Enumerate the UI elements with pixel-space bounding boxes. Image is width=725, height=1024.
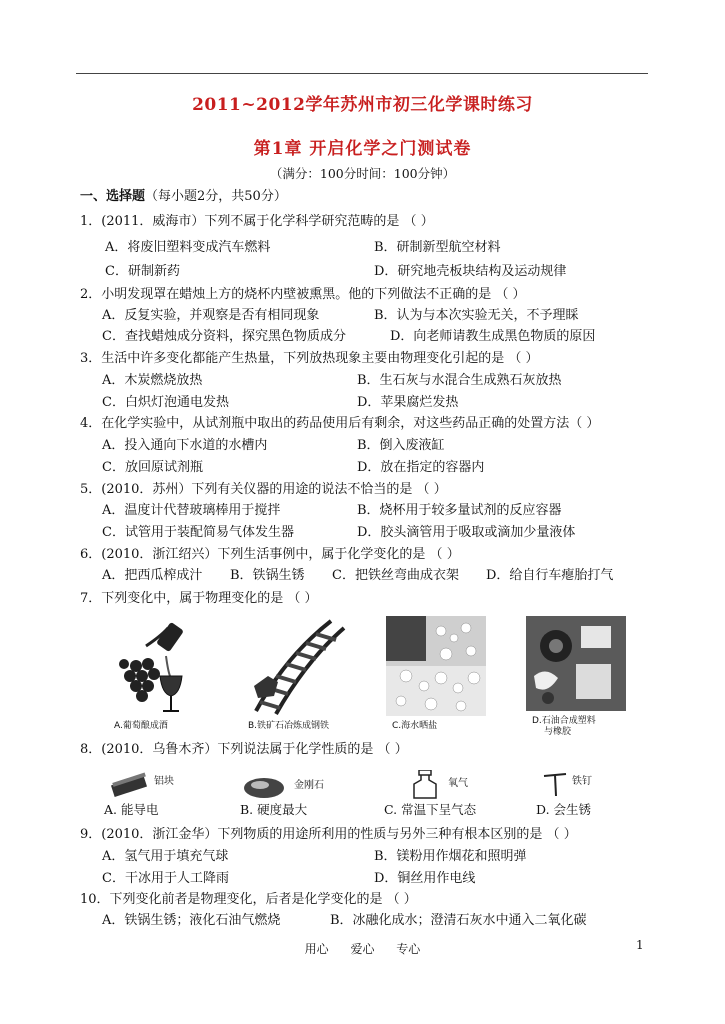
question-1-option-d: D．研究地壳板块结构及运动规律 — [374, 264, 567, 279]
question-6-option-c: C．把铁丝弯曲成衣架 — [332, 568, 459, 583]
question-6-stem: 6．(2010．浙江绍兴）下列生活事例中，属于化学变化的是 （ ） — [80, 547, 460, 562]
document-title: 2011~2012学年苏州市初三化学课时练习 — [192, 95, 533, 115]
iron-nail-tag: 铁钉 — [572, 776, 592, 787]
question-9-option-c: C．干冰用于人工降雨 — [102, 871, 229, 886]
q8-option-c: C. 常温下呈气态 — [384, 802, 477, 817]
page-number: 1 — [636, 938, 644, 952]
question-4-option-c: C．放回原试剂瓶 — [102, 460, 203, 475]
question-10-option-a: A．铁锅生锈；液化石油气燃烧 — [102, 913, 281, 928]
grape-wine-picture — [106, 616, 206, 716]
oxygen-tag: 氧气 — [448, 778, 468, 789]
question-7-figures — [96, 616, 656, 736]
iron-nail-icon — [536, 770, 576, 800]
question-3-option-d: D．苹果腐烂发热 — [357, 395, 459, 410]
diamond-item — [236, 770, 376, 820]
figure-a-caption: A.葡萄酿成酒 — [114, 721, 168, 731]
sea-salt-picture — [386, 616, 486, 716]
question-9-stem: 9．(2010．浙江金华）下列物质的用途所利用的性质与另外三种有根本区别的是 （ ） — [80, 827, 577, 842]
figure-petroleum-plastic — [526, 616, 626, 736]
question-8-items — [96, 770, 656, 820]
question-2-option-c: C．查找蜡烛成分资料，探究黑色物质成分 — [102, 329, 346, 344]
iron-rail-picture — [246, 616, 346, 716]
top-rule — [76, 73, 648, 74]
oxygen-item — [384, 770, 524, 820]
figure-iron-rail — [246, 616, 346, 736]
figure-d-caption-line2: 与橡胶 — [544, 727, 572, 737]
question-5-stem: 5．(2010．苏州）下列有关仪器的用途的说法不恰当的是 （ ） — [80, 482, 447, 497]
gas-bottle-icon — [410, 770, 440, 800]
q8-option-b: B. 硬度最大 — [240, 802, 308, 817]
figure-grape-wine — [106, 616, 206, 736]
section-note: （每小题2分，共50分） — [145, 189, 287, 204]
question-10-stem: 10．下列变化前者是物理变化，后者是化学变化的是 （ ） — [80, 892, 417, 907]
question-5-option-d: D．胶头滴管用于吸取或滴加少量液体 — [357, 525, 576, 540]
question-1-option-a: A．将废旧塑料变成汽车燃料 — [105, 240, 271, 255]
question-9-option-d: D．铜丝用作电线 — [374, 871, 476, 886]
aluminium-item — [96, 770, 226, 820]
question-9-option-a: A．氢气用于填充气球 — [102, 849, 229, 864]
question-5-option-a: A．温度计代替玻璃棒用于搅拌 — [102, 503, 281, 518]
question-4-stem: 4．在化学实验中，从试剂瓶中取出的药品使用后有剩余，对这些药品正确的处置方法（ ） — [80, 416, 600, 431]
aluminium-block-icon — [106, 772, 156, 802]
question-2-option-b: B．认为与本次实验无关，不予理睬 — [374, 308, 579, 323]
petroleum-plastic-picture — [526, 616, 626, 711]
question-3-option-b: B．生石灰与水混合生成熟石灰放热 — [357, 373, 562, 388]
section-title: 一、选择题 — [80, 189, 146, 204]
section-heading — [80, 185, 287, 204]
figure-c-caption: C.海水晒盐 — [392, 721, 438, 731]
question-5-option-b: B．烧杯用于较多量试剂的反应容器 — [357, 503, 562, 518]
question-10-option-b: B．冰融化成水；澄清石灰水中通入二氧化碳 — [330, 913, 587, 928]
question-5-option-c: C．试管用于装配简易气体发生器 — [102, 525, 294, 540]
question-8-stem: 8．(2010．乌鲁木齐）下列说法属于化学性质的是 （ ） — [80, 742, 408, 757]
iron-nail-item — [526, 770, 656, 820]
question-9-option-b: B．镁粉用作烟花和照明弹 — [374, 849, 527, 864]
question-3-stem: 3．生活中许多变化都能产生热量，下列放热现象主要由物理变化引起的是 （ ） — [80, 351, 539, 366]
diamond-tag: 金刚石 — [294, 780, 324, 791]
question-4-option-d: D．放在指定的容器内 — [357, 460, 485, 475]
question-6-option-a: A．把西瓜榨成汁 — [102, 568, 203, 583]
question-2-option-a: A．反复实验，并观察是否有相同现象 — [102, 308, 320, 323]
question-1-stem: 1．(2011．威海市）下列不属于化学科学研究范畴的是 （ ） — [80, 214, 434, 229]
question-6-option-b: B．铁锅生锈 — [230, 568, 305, 583]
figure-b-caption: B.铁矿石冶炼成钢铁 — [248, 721, 330, 731]
question-3-option-a: A．木炭燃烧放热 — [102, 373, 203, 388]
q8-option-d: D. 会生锈 — [536, 802, 592, 817]
question-4-option-a: A．投入通向下水道的水槽内 — [102, 438, 268, 453]
question-4-option-b: B．倒入废液缸 — [357, 438, 445, 453]
question-6-option-d: D．给自行车瘪胎打气 — [486, 568, 614, 583]
score-time-info: （满分：100分时间：100分钟） — [269, 166, 456, 181]
question-7-stem: 7．下列变化中，属于物理变化的是 （ ） — [80, 591, 318, 606]
q8-option-a: A. 能导电 — [104, 802, 159, 817]
question-1-option-b: B．研制新型航空材料 — [374, 240, 501, 255]
figure-d-caption: D.石油合成塑料 — [532, 716, 596, 726]
footer-motto: 用心 爱心 专心 — [304, 942, 421, 956]
question-1-option-c: C．研制新药 — [105, 264, 180, 279]
question-2-option-d: D．向老师请教生成黑色物质的原因 — [390, 329, 596, 344]
figure-sea-salt — [386, 616, 486, 736]
aluminium-tag: 铝块 — [154, 776, 174, 787]
chapter-title: 第1章 开启化学之门测试卷 — [253, 139, 472, 159]
question-3-option-c: C．白炽灯泡通电发热 — [102, 395, 229, 410]
question-2-stem: 2．小明发现罩在蜡烛上方的烧杯内壁被熏黑。他的下列做法不正确的是 （ ） — [80, 287, 526, 302]
